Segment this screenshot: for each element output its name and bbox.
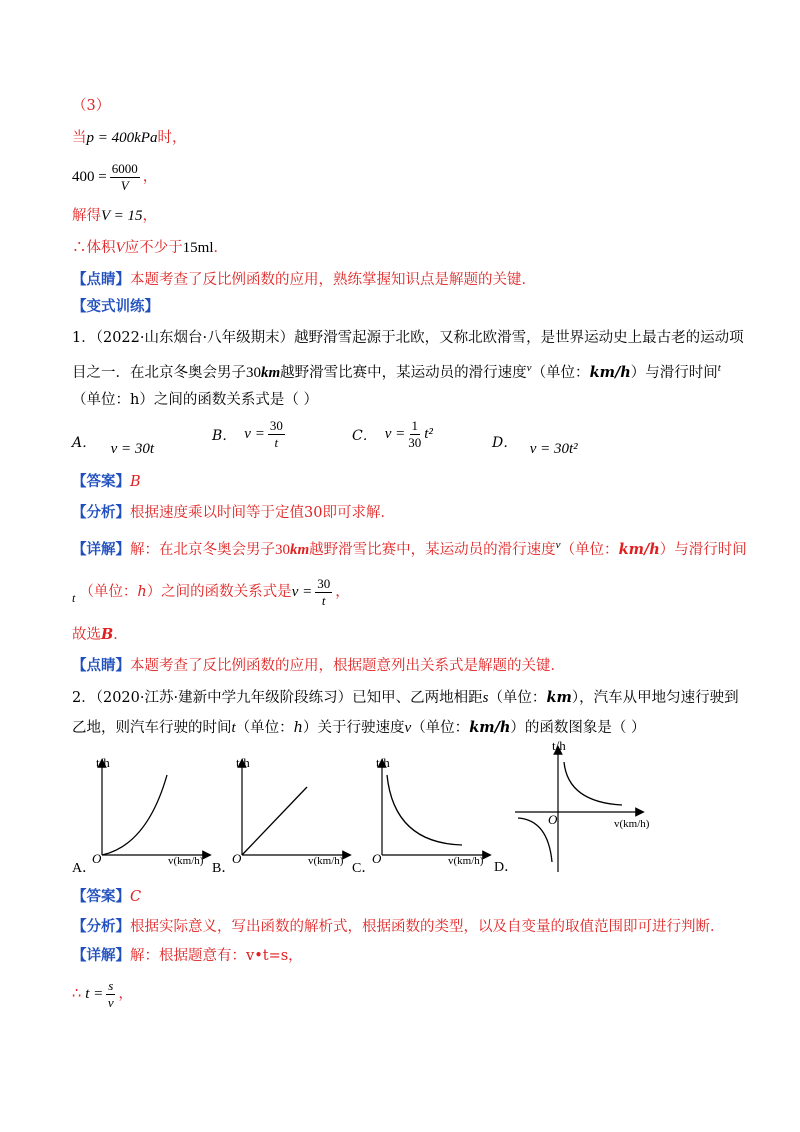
q1-option-c-fraction: [408, 418, 421, 451]
concl-mid: 应不少于: [124, 240, 183, 256]
q1-l2-t: t: [717, 362, 721, 374]
part3-label: （3）: [72, 98, 111, 114]
q1-detail-line2: [72, 574, 350, 610]
t-num: s: [108, 977, 114, 993]
q2-graph-c[interactable]: [352, 755, 492, 875]
graph-a-curve: [102, 775, 167, 855]
q2-analysis-tag: 【分析】: [72, 918, 130, 935]
detail2-b: ）之间的函数关系式是: [146, 584, 292, 600]
part3-when-line: [72, 128, 186, 148]
graph-d-branch-negative: [518, 818, 552, 862]
q2-l1a: 2．（2020·江苏·建新中学九年级阶段练习）已知甲、乙两地相距: [72, 690, 483, 706]
detail-v: v: [555, 539, 561, 551]
q1-comment-text: 本题考查了反比例函数的应用，根据题意列出关系式是解题的关键．: [130, 658, 565, 674]
solve-prefix: 解得: [72, 208, 101, 224]
answer-value: B: [130, 474, 141, 490]
q2-l2-h: h: [293, 720, 304, 736]
graph-a-option-label: A．: [72, 861, 97, 876]
q1-answer: [72, 472, 141, 492]
q2-l2d: （单位：: [411, 720, 470, 736]
graph-b-option-label: B．: [212, 861, 236, 876]
eq-denominator: V: [120, 177, 129, 193]
q2-l2a: 乙地，则汽车行驶的时间: [72, 720, 232, 736]
choose-c: ．: [113, 627, 128, 643]
choose-a: 故选: [72, 627, 101, 643]
graph-c-xlabel: v(km/h): [448, 855, 484, 867]
graph-b-ylabel: t/h: [236, 755, 250, 770]
q1-choose: [72, 625, 128, 645]
solve-expr: V = 15: [101, 208, 143, 224]
q1-option-c[interactable]: [352, 418, 433, 451]
q2-stem-line2: [72, 718, 646, 738]
q2-graph-d[interactable]: [490, 738, 660, 877]
detail2-fraction: [315, 576, 332, 609]
q1-stem-line3: （单位：h）之间的函数关系式是（ ）: [72, 392, 318, 408]
q1-l2-kmh: km/h: [589, 363, 631, 381]
q1-detail-line1: [72, 535, 747, 560]
q1-option-d[interactable]: [492, 432, 578, 457]
q2-answer-value: C: [130, 889, 142, 905]
q1-option-a-label: A．: [72, 435, 97, 451]
part3-conclusion: [72, 238, 228, 258]
detail-c: （单位：: [560, 541, 619, 558]
detail2-lhs: v =: [291, 584, 313, 600]
detail2-t: t: [72, 591, 76, 605]
part3-comment: [72, 270, 536, 290]
q2-l2-kmh: km/h: [469, 719, 511, 736]
eq-numerator: 6000: [111, 160, 138, 176]
analysis-text: 根据速度乘以时间等于定值30即可求解．: [130, 505, 395, 521]
q2-graph-a[interactable]: [72, 755, 212, 875]
q1-option-b-label: B．: [212, 427, 237, 444]
graph-b-line: [242, 787, 307, 855]
analysis-tag: 【分析】: [72, 504, 130, 521]
q1-l2c: （单位：: [531, 364, 590, 381]
q1-option-b-lhs: v =: [244, 426, 265, 442]
q2-l1-s: s: [482, 690, 489, 706]
q2-detail-text: 解：根据题意有：v•t=s，: [130, 948, 303, 964]
q2-detail-tag: 【详解】: [72, 947, 130, 964]
q2-stem-line1: [72, 688, 739, 708]
graph-d-xlabel: v(km/h): [614, 818, 650, 830]
detail-d: ）与滑行时间: [659, 541, 747, 558]
pressure-expr: p = 400kPa: [86, 130, 158, 146]
q2-l2-t: t: [231, 720, 236, 736]
q1-option-c-label: C．: [352, 427, 377, 444]
graph-b-origin: O: [232, 851, 242, 866]
concl-prefix: ∴体积: [72, 240, 116, 256]
detail2-h: h: [137, 584, 147, 600]
q1-stem-line1: 1．（2022·山东烟台·八年级期末）越野滑雪起源于北欧，又称北欧滑雪，是世界运动史上最古老的运动项: [72, 330, 744, 346]
graph-c-option-label: C．: [352, 861, 376, 876]
q1-comment: [72, 656, 565, 676]
q1-option-b-den: t: [274, 435, 279, 450]
eq-left: 400 =: [72, 169, 107, 185]
q1-option-c-tail: t²: [424, 426, 433, 442]
graph-a-origin: O: [92, 851, 102, 866]
concl-val: 15ml: [182, 240, 214, 256]
q1-analysis: [72, 503, 395, 523]
q1-l2d: ）与滑行时间: [630, 364, 718, 381]
training-heading: 【变式训练】: [72, 298, 159, 315]
q1-stem-line2: [72, 358, 721, 383]
concl-suffix: ．: [213, 240, 229, 256]
q2-l1-km: km: [546, 689, 572, 706]
graph-d-branch-positive: [564, 762, 622, 805]
q1-l2-v: v: [526, 362, 532, 374]
q2-l1c: ），汽车从甲地匀速行驶到: [571, 690, 739, 706]
q2-l2-v: v: [404, 720, 412, 736]
q1-option-a[interactable]: [72, 432, 155, 457]
therefore-symbol: ∴: [72, 986, 82, 1002]
graph-c-ylabel: t/h: [376, 755, 390, 770]
q2-answer-tag: 【答案】: [72, 888, 130, 905]
q1-l2-num: 30: [246, 364, 261, 381]
detail-unit: km: [290, 541, 310, 558]
q2-analysis-text: 根据实际意义，写出函数的解析式，根据函数的类型，以及自变量的取值范围即可进行判断．: [130, 919, 725, 935]
graph-a-xlabel: v(km/h): [168, 855, 204, 867]
q2-l1b: （单位：: [488, 690, 547, 706]
q2-graph-b[interactable]: [212, 755, 352, 875]
detail-kmh: km/h: [618, 540, 660, 558]
q1-option-b-fraction: [268, 418, 285, 451]
q1-option-b[interactable]: [212, 418, 288, 451]
graph-d-option-label: D．: [494, 860, 519, 875]
choose-b: B: [101, 626, 114, 643]
q1-l2-unit: km: [261, 364, 281, 381]
q1-option-d-expr: v = 30t²: [529, 441, 578, 457]
detail2-den: t: [321, 592, 326, 608]
comment-text: 本题考查了反比例函数的应用，熟练掌握知识点是解题的关键．: [130, 272, 536, 288]
graph-a-ylabel: t/h: [96, 755, 110, 770]
graph-c-origin: O: [372, 851, 382, 866]
detail-b: 越野滑雪比赛中，某运动员的滑行速度: [309, 541, 556, 558]
q1-option-b-num: 30: [269, 418, 283, 433]
q2-therefore: [72, 976, 133, 1012]
q1-option-d-label: D．: [492, 435, 518, 451]
detail-tag: 【详解】: [72, 540, 130, 558]
q1-option-a-expr: v = 30t: [110, 441, 155, 457]
q2-l2b: （单位：: [235, 720, 294, 736]
solve-suffix: ，: [142, 208, 158, 224]
graph-c-curve: [387, 775, 462, 845]
q1-l2b: 越野滑雪比赛中，某运动员的滑行速度: [280, 364, 527, 381]
eq-suffix: ，: [142, 169, 158, 185]
detail-a: 解：在北京冬奥会男子: [130, 541, 275, 558]
q1-option-c-lhs: v =: [384, 426, 406, 442]
t-fraction: [106, 978, 115, 1011]
concl-var: V: [115, 240, 125, 256]
q2-l2e: ）的函数图象是（ ）: [510, 720, 646, 736]
q1-l2a: 目之一．在北京冬奥会男子: [72, 364, 246, 381]
q2-analysis: [72, 917, 725, 937]
comment-tag: 【点睛】: [72, 271, 130, 288]
q1-option-c-den: 30: [408, 435, 422, 450]
graph-b-xlabel: v(km/h): [308, 855, 344, 867]
part3-equation: [72, 160, 157, 194]
q1-option-c-num: 1: [411, 418, 418, 433]
t-lhs: t =: [85, 986, 104, 1002]
graph-d-ylabel: t/h: [552, 738, 566, 753]
part3-solve-line: [72, 206, 157, 226]
when-prefix: 当: [72, 130, 87, 146]
t-den: v: [107, 994, 114, 1010]
detail2-suffix: ，: [335, 584, 350, 600]
q2-answer: [72, 887, 141, 907]
q2-detail: [72, 946, 303, 966]
t-suffix: ，: [118, 986, 133, 1002]
detail2-a: （单位：: [79, 584, 138, 600]
when-suffix: 时，: [157, 130, 187, 146]
graph-d-origin: O: [548, 812, 558, 827]
detail-num: 30: [275, 541, 290, 558]
answer-tag: 【答案】: [72, 473, 130, 490]
q2-l2c: ）关于行驶速度: [303, 720, 405, 736]
q1-comment-tag: 【点睛】: [72, 657, 130, 674]
detail2-num: 30: [317, 575, 331, 591]
eq-fraction: [110, 161, 140, 194]
